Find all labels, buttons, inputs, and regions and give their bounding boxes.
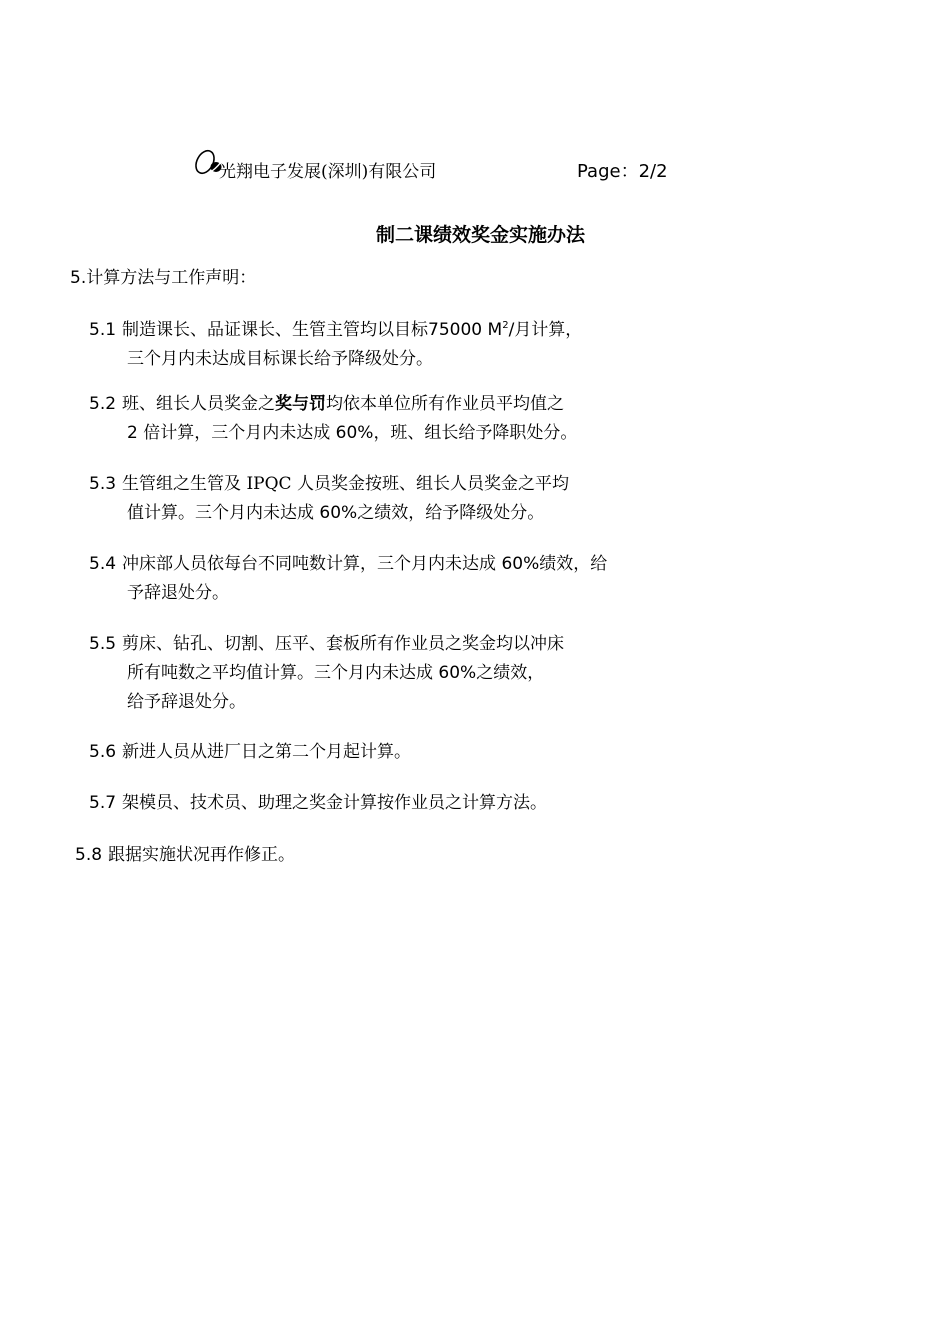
- item-text: 绩效，给: [539, 554, 608, 574]
- item-text: 月计算，: [514, 320, 583, 340]
- item-value: 60%: [438, 663, 477, 683]
- item-value: 60%: [319, 503, 358, 523]
- company-name: 光翔电子发展(深圳)有限公司: [219, 162, 437, 182]
- item-text: 剪床、钻孔、切割、压平、套板所有作业员之奖金均以冲床: [122, 634, 565, 654]
- item-number: 5.7: [89, 793, 117, 813]
- item-value: 2: [127, 423, 138, 443]
- list-item-line: [89, 738, 411, 767]
- item-number: 5.4: [89, 554, 117, 574]
- list-item-5-5: [89, 630, 564, 717]
- item-text: 生管组之生管及 IPQC 人员奖金按班、组长人员奖金之平均: [122, 474, 569, 494]
- list-item-5-6: [89, 738, 411, 767]
- item-text: 制造课长、品证课长、生管主管均以目标: [122, 320, 429, 340]
- item-number: 5.2: [89, 394, 117, 414]
- item-text: 均依本单位所有作业员平均值之: [326, 394, 565, 414]
- item-text: 之绩效，给予降级处分。: [357, 503, 545, 523]
- item-value: 60%: [335, 423, 374, 443]
- list-item-5-3: [89, 470, 569, 528]
- item-text: 跟据实施状况再作修正。: [108, 845, 296, 865]
- list-item-line: 予辞退处分。: [127, 583, 229, 603]
- item-value: 75000 M: [428, 320, 503, 340]
- list-item-line: 给予辞退处分。: [127, 692, 246, 712]
- document-title: 制二课绩效奖金实施办法: [376, 224, 586, 246]
- item-text: ，班、组长给予降职处分。: [373, 423, 578, 443]
- section-heading: [70, 263, 256, 288]
- list-item-line: [89, 470, 569, 499]
- item-text: 新进人员从进厂日之第二个月起计算。: [122, 742, 412, 762]
- item-text: 倍计算，三个月内未达成: [143, 423, 331, 443]
- item-number: 5.8: [75, 845, 103, 865]
- list-item-5-8: [75, 841, 295, 870]
- list-item-line: [89, 499, 569, 528]
- page-number: Page：2/2: [577, 161, 668, 182]
- list-item-line: [75, 841, 295, 870]
- item-number: 5.5: [89, 634, 117, 654]
- item-text: 冲床部人员依每台不同吨数计算，三个月内未达成: [122, 554, 497, 574]
- item-emphasis: 奖与罚: [275, 394, 327, 414]
- item-value: 60%: [501, 554, 540, 574]
- item-text: 之绩效，: [476, 663, 545, 683]
- list-item-5-1: [89, 311, 582, 374]
- list-item-5-4: [89, 550, 607, 608]
- superscript: 2: [502, 320, 509, 331]
- list-item-line: [89, 659, 564, 688]
- section-number: 5.: [70, 268, 87, 288]
- item-number: 5.3: [89, 474, 117, 494]
- item-text: /: [508, 320, 515, 340]
- section-heading-text: 计算方法与工作声明：: [86, 268, 257, 288]
- list-item-line: [89, 550, 607, 579]
- item-text: 架模员、技术员、助理之奖金计算按作业员之计算方法。: [122, 793, 548, 813]
- list-item-line: [89, 419, 577, 448]
- item-text: 班、组长人员奖金之: [122, 394, 276, 414]
- item-text: 所有吨数之平均值计算。三个月内未达成: [127, 663, 433, 683]
- list-item-5-7: [89, 789, 547, 818]
- list-item-5-2: [89, 390, 577, 448]
- list-item-line: [89, 311, 582, 345]
- item-number: 5.1: [89, 320, 117, 340]
- page-header: [192, 146, 692, 186]
- list-item-line: [89, 789, 547, 818]
- list-item-line: [89, 390, 577, 419]
- list-item-line: 三个月内未达成目标课长给予降级处分。: [127, 349, 433, 369]
- item-number: 5.6: [89, 742, 117, 762]
- item-text: 值计算。三个月内未达成: [127, 503, 314, 523]
- list-item-line: [89, 630, 564, 659]
